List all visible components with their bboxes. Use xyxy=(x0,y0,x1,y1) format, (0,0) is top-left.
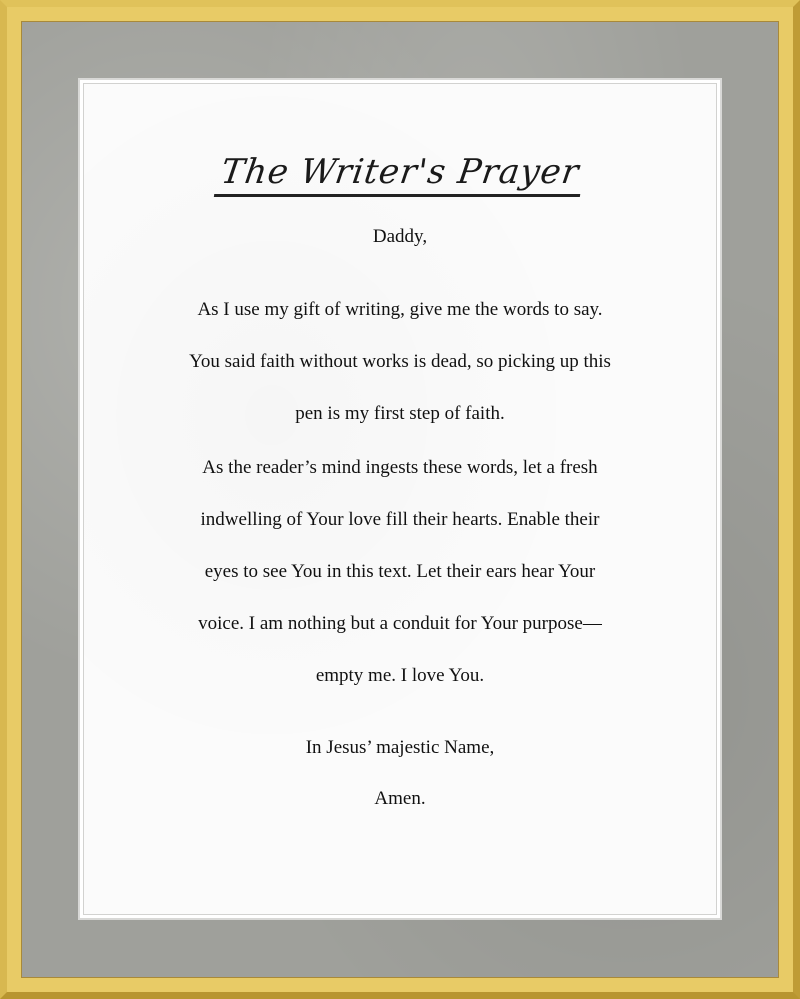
prayer-title xyxy=(80,152,720,197)
paragraph-2-line: eyes to see You in this text. Let their ears hear Your xyxy=(204,561,596,582)
paragraph-2-line: empty me. I love You. xyxy=(315,665,485,686)
paragraph-2-line: indwelling of Your love fill their hearts. Enable their xyxy=(200,509,600,530)
paragraph-1-line: You said faith without works is dead, so picking up this xyxy=(189,351,611,372)
paragraph-2-line: voice. I am nothing but a conduit for Your purpose— xyxy=(198,613,602,634)
paper-sheet xyxy=(78,78,722,920)
paragraph-1-line: pen is my first step of faith. xyxy=(295,403,505,424)
prayer-title-text: The Writer's Prayer xyxy=(214,152,586,197)
paragraph-2 xyxy=(120,442,680,702)
prayer-body xyxy=(120,226,680,810)
salutation: Daddy, xyxy=(372,226,428,247)
paragraph-1-line: As I use my gift of writing, give me the words to say. xyxy=(197,299,603,320)
paragraph-2-line: As the reader’s mind ingests these words, let a fresh xyxy=(202,457,598,478)
amen-line: Amen. xyxy=(374,788,426,809)
closing-line: In Jesus’ majestic Name, xyxy=(305,737,495,758)
paragraph-1 xyxy=(120,284,680,440)
